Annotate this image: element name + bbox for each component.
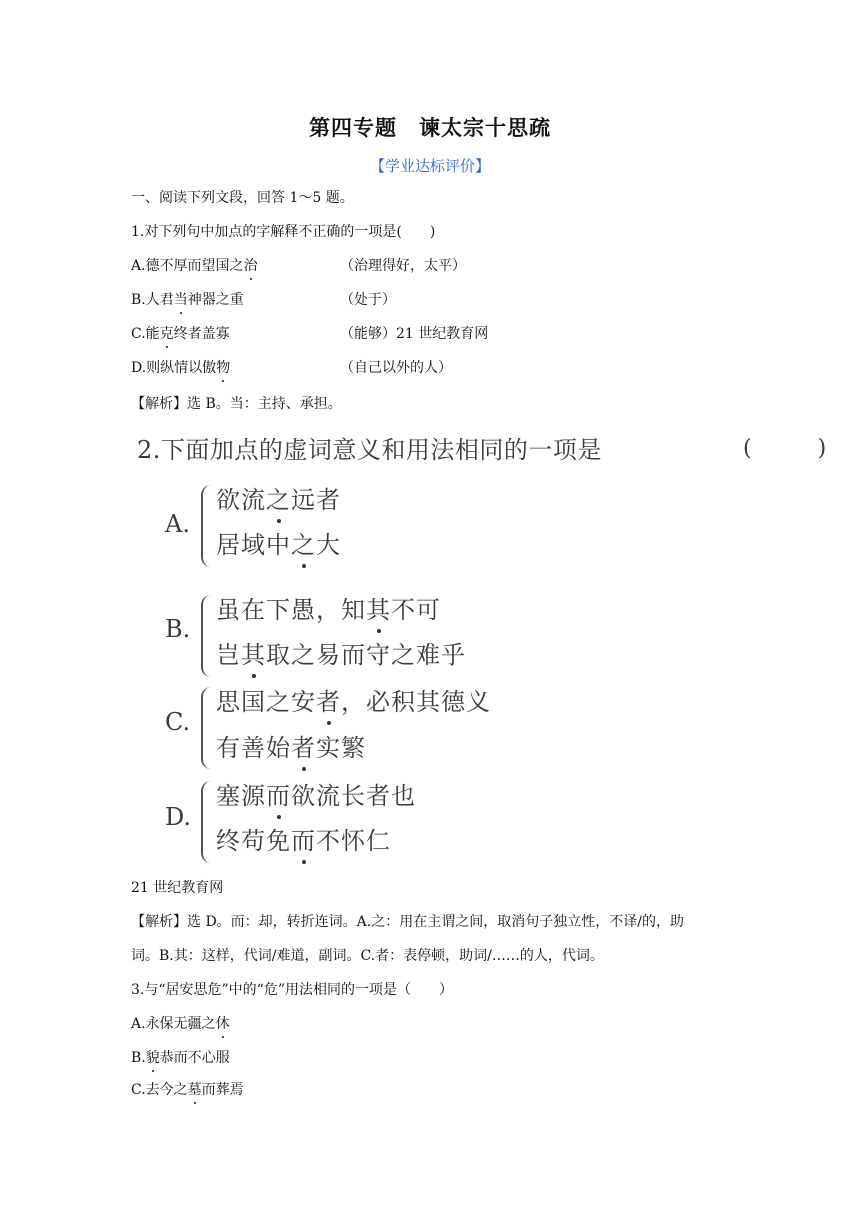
option-text: 神器之重 <box>187 292 244 308</box>
q2-option-letter: D. <box>165 803 192 831</box>
q1-option-d-note: （自己以外的人） <box>340 360 452 376</box>
dotted-char: 其 <box>366 590 391 625</box>
q2-c-row-1: 思国之安者，必积其德义 <box>216 682 491 717</box>
option-text: 恭而不心服 <box>159 1050 230 1066</box>
dotted-char: 墓 <box>187 1082 202 1098</box>
q1-option-b-note: （处于） <box>340 292 396 308</box>
q2-a-row-1: 欲流之远者 <box>216 480 341 515</box>
dotted-char: 者 <box>291 728 316 763</box>
dotted-char: 而 <box>291 821 316 856</box>
source-note: 21 世纪教育网 <box>131 880 224 896</box>
q2-c-row-2: 有善始者实繁 <box>216 728 366 763</box>
q2-option-letter: B. <box>165 615 191 643</box>
brace <box>201 595 213 677</box>
q1-option-b <box>131 290 244 310</box>
q1-analysis: 【解析】选 B。当：主持、承担。 <box>131 396 342 412</box>
q3-option-c <box>131 1080 244 1100</box>
q2-d-row-1: 塞源而欲流长者也 <box>216 776 416 811</box>
dotted-char: 貌 <box>145 1050 160 1066</box>
q3-option-a <box>131 1014 230 1034</box>
dotted-char: 之 <box>266 480 291 515</box>
q2-option-letter: A. <box>165 510 190 538</box>
question-3-stem: 3.与“居安思危”中的“危”用法相同的一项是（ ） <box>131 982 453 998</box>
option-text: C.去今之 <box>131 1082 188 1098</box>
q1-option-c <box>131 324 230 344</box>
dotted-char: 而 <box>266 776 291 811</box>
q1-option-a <box>131 256 258 276</box>
dotted-char: 之 <box>291 525 316 560</box>
dotted-char: 物 <box>216 360 231 376</box>
option-text: B. <box>131 1050 146 1066</box>
question-2-stem: 2.下面加点的虚词意义和用法相同的一项是 <box>137 436 602 464</box>
q2-analysis-line-2: 词。B.其：这样，代词/难道，副词。C.者：表停顿，助词/……的人，代词。 <box>131 948 604 964</box>
q3-option-b <box>131 1048 230 1068</box>
section-instruction: 一、阅读下列文段，回答 1～5 题。 <box>131 190 354 206</box>
option-text: 终者盖寡 <box>173 326 230 342</box>
dotted-char: 治 <box>243 258 258 274</box>
brace <box>201 687 213 769</box>
q1-option-c-note: （能够）21 世纪教育网 <box>340 326 489 342</box>
option-text: B.人君 <box>131 292 174 308</box>
q2-a-row-2: 居域中之大 <box>216 525 341 560</box>
dotted-char: 其 <box>241 635 266 670</box>
answer-parentheses: ( ) <box>743 436 827 461</box>
brace <box>201 781 213 863</box>
brace <box>201 485 213 567</box>
q2-d-row-2: 终苟免而不怀仁 <box>216 821 391 856</box>
q2-option-letter: C. <box>165 708 191 736</box>
q2-b-row-2: 岂其取之易而守之难乎 <box>216 635 466 670</box>
question-1-stem: 1.对下列句中加点的字解释不正确的一项是( ) <box>131 224 436 240</box>
option-text: D.则纵情以傲 <box>131 360 217 376</box>
q1-option-d <box>131 358 230 378</box>
q2-b-row-1: 虽在下愚，知其不可 <box>216 590 441 625</box>
question-2-scan <box>131 425 831 865</box>
dotted-char: 克 <box>159 326 174 342</box>
q2-analysis-line-1: 【解析】选 D。而：却，转折连词。A.之：用在主谓之间，取消句子独立性，不译/的，助 <box>131 914 684 930</box>
option-text: A.永保无疆之 <box>131 1016 216 1032</box>
page-title: 第四专题 谏太宗十思疏 <box>309 116 551 140</box>
option-text: A.德不厚而望国之 <box>131 258 244 274</box>
dotted-char: 休 <box>215 1016 230 1032</box>
option-text: C.能 <box>131 326 160 342</box>
dotted-char: 者 <box>316 682 341 717</box>
q1-option-a-note: （治理得好，太平） <box>340 258 466 274</box>
option-text: 而葬焉 <box>201 1082 244 1098</box>
dotted-char: 当 <box>173 292 188 308</box>
section-subtitle: 【学业达标评价】 <box>369 157 490 175</box>
